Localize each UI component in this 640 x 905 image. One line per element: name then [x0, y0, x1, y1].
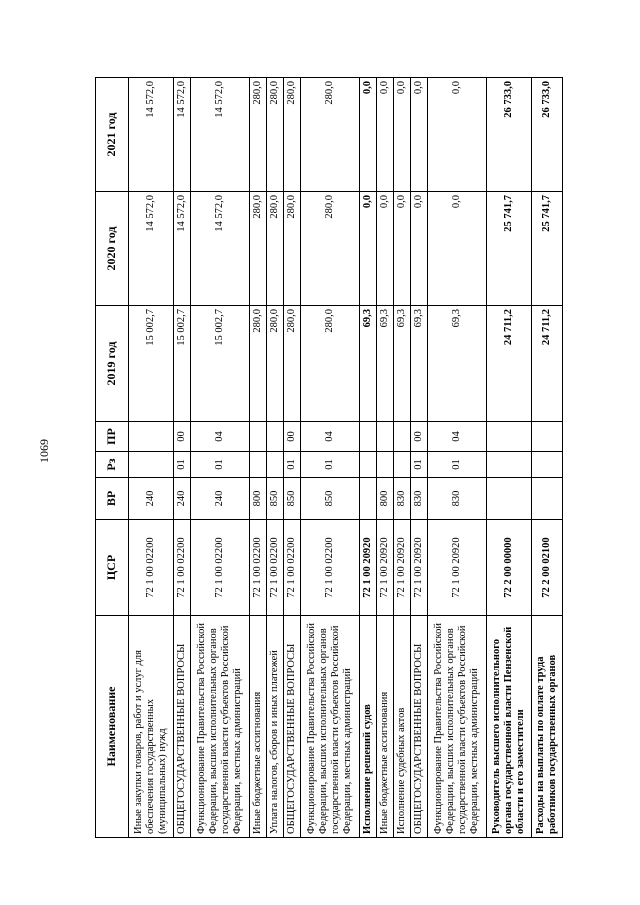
cell-2019: 280,0 — [284, 306, 301, 422]
cell-rz — [360, 452, 377, 478]
cell-2020: 0,0 — [377, 192, 394, 306]
cell-vr: 830 — [394, 478, 411, 520]
cell-2019: 15 002,7 — [191, 306, 250, 422]
cell-2020: 25 741,7 — [487, 192, 532, 306]
cell-rz — [250, 452, 267, 478]
table-row — [267, 78, 284, 838]
cell-csr: 72 1 00 02200 — [301, 520, 360, 616]
cell-csr: 72 1 00 20920 — [377, 520, 394, 616]
cell-2020: 25 741,7 — [532, 192, 563, 306]
table-row — [428, 78, 487, 838]
header-rz: Рз — [96, 452, 129, 478]
cell-2020: 280,0 — [284, 192, 301, 306]
cell-2019: 69,3 — [377, 306, 394, 422]
cell-vr — [360, 478, 377, 520]
header-2021: 2021 год — [96, 78, 129, 192]
cell-2020: 0,0 — [411, 192, 428, 306]
cell-vr: 800 — [377, 478, 394, 520]
cell-vr — [487, 478, 532, 520]
budget-table — [95, 77, 563, 838]
cell-2019: 280,0 — [250, 306, 267, 422]
header-2020: 2020 год — [96, 192, 129, 306]
cell-rz: 01 — [191, 452, 250, 478]
cell-csr: 72 1 00 02200 — [129, 520, 174, 616]
cell-pr — [360, 422, 377, 452]
table-header-row — [96, 78, 129, 838]
cell-vr: 240 — [129, 478, 174, 520]
cell-rz: 01 — [284, 452, 301, 478]
cell-pr — [487, 422, 532, 452]
cell-pr: 04 — [191, 422, 250, 452]
cell-2021: 26 733,0 — [532, 78, 563, 192]
table-row — [487, 78, 532, 838]
cell-2021: 0,0 — [428, 78, 487, 192]
cell-2019: 69,3 — [360, 306, 377, 422]
cell-2020: 14 572,0 — [129, 192, 174, 306]
cell-rz — [394, 452, 411, 478]
cell-vr: 830 — [428, 478, 487, 520]
cell-rz — [267, 452, 284, 478]
cell-rz — [129, 452, 174, 478]
table-row — [394, 78, 411, 838]
cell-name: Иные бюджетные ассигнования — [377, 616, 394, 838]
cell-name: ОБЩЕГОСУДАРСТВЕННЫЕ ВОПРОСЫ — [174, 616, 191, 838]
cell-csr: 72 1 00 02200 — [267, 520, 284, 616]
table-row — [377, 78, 394, 838]
cell-name: Функционирование Правительства Российской Федерации, высших исполнительных органов государственной власти субъектов Российской Федерации, местных администраций — [301, 616, 360, 838]
cell-2021: 14 572,0 — [174, 78, 191, 192]
cell-rz: 01 — [174, 452, 191, 478]
page-number: 1069 — [36, 439, 51, 463]
table-row — [250, 78, 267, 838]
cell-csr: 72 1 00 02200 — [191, 520, 250, 616]
cell-2021: 0,0 — [411, 78, 428, 192]
cell-2019: 24 711,2 — [532, 306, 563, 422]
cell-2020: 14 572,0 — [191, 192, 250, 306]
cell-2020: 280,0 — [250, 192, 267, 306]
table-row — [301, 78, 360, 838]
cell-2021: 0,0 — [377, 78, 394, 192]
cell-vr: 850 — [301, 478, 360, 520]
cell-2019: 69,3 — [411, 306, 428, 422]
cell-2021: 0,0 — [360, 78, 377, 192]
cell-2019: 15 002,7 — [174, 306, 191, 422]
cell-name: Иные закупки товаров, работ и услуг для обеспечения государственных (муниципальных) нужд — [129, 616, 174, 838]
cell-vr: 240 — [191, 478, 250, 520]
cell-name: Функционирование Правительства Российской Федерации, высших исполнительных органов государственной власти субъектов Российской Федерации, местных администраций — [191, 616, 250, 838]
header-pr: ПР — [96, 422, 129, 452]
cell-2019: 69,3 — [428, 306, 487, 422]
header-name: Наименование — [96, 616, 129, 838]
cell-pr — [532, 422, 563, 452]
cell-name: Исполнение решений судов — [360, 616, 377, 838]
cell-rz: 01 — [428, 452, 487, 478]
cell-2019: 69,3 — [394, 306, 411, 422]
cell-2021: 0,0 — [394, 78, 411, 192]
cell-csr: 72 2 00 02100 — [532, 520, 563, 616]
rotated-page-content — [95, 78, 558, 838]
cell-csr: 72 1 00 02200 — [250, 520, 267, 616]
cell-vr: 240 — [174, 478, 191, 520]
cell-2021: 280,0 — [267, 78, 284, 192]
cell-pr — [377, 422, 394, 452]
cell-2021: 14 572,0 — [129, 78, 174, 192]
cell-vr — [532, 478, 563, 520]
cell-pr: 00 — [284, 422, 301, 452]
cell-2020: 0,0 — [394, 192, 411, 306]
cell-2021: 14 572,0 — [191, 78, 250, 192]
cell-pr — [394, 422, 411, 452]
table-row — [284, 78, 301, 838]
cell-pr: 04 — [428, 422, 487, 452]
cell-csr: 72 2 00 00000 — [487, 520, 532, 616]
table-row — [191, 78, 250, 838]
cell-pr: 00 — [411, 422, 428, 452]
cell-rz — [377, 452, 394, 478]
cell-csr: 72 1 00 20920 — [428, 520, 487, 616]
cell-name: Руководитель высшего исполнительного органа государственной власти Пензенской области и его заместители — [487, 616, 532, 838]
header-csr: ЦСР — [96, 520, 129, 616]
table-row — [411, 78, 428, 838]
cell-name: Функционирование Правительства Российской Федерации, высших исполнительных органов государственной власти субъектов Российской Федерации, местных администраций — [428, 616, 487, 838]
cell-2021: 26 733,0 — [487, 78, 532, 192]
cell-pr — [250, 422, 267, 452]
cell-csr: 72 1 00 20920 — [411, 520, 428, 616]
cell-csr: 72 1 00 02200 — [174, 520, 191, 616]
cell-2021: 280,0 — [301, 78, 360, 192]
table-row — [129, 78, 174, 838]
cell-vr: 850 — [267, 478, 284, 520]
cell-2020: 0,0 — [428, 192, 487, 306]
cell-pr — [129, 422, 174, 452]
table-row — [174, 78, 191, 838]
cell-csr: 72 1 00 20920 — [394, 520, 411, 616]
cell-rz — [532, 452, 563, 478]
cell-vr: 800 — [250, 478, 267, 520]
table-row — [360, 78, 377, 838]
cell-csr: 72 1 00 02200 — [284, 520, 301, 616]
cell-2019: 24 711,2 — [487, 306, 532, 422]
cell-2021: 280,0 — [250, 78, 267, 192]
cell-name: ОБЩЕГОСУДАРСТВЕННЫЕ ВОПРОСЫ — [284, 616, 301, 838]
cell-pr: 00 — [174, 422, 191, 452]
cell-rz: 01 — [411, 452, 428, 478]
cell-vr: 850 — [284, 478, 301, 520]
cell-name: Уплата налогов, сборов и иных платежей — [267, 616, 284, 838]
cell-rz: 01 — [301, 452, 360, 478]
cell-2019: 280,0 — [301, 306, 360, 422]
cell-name: ОБЩЕГОСУДАРСТВЕННЫЕ ВОПРОСЫ — [411, 616, 428, 838]
cell-name: Исполнение судебных актов — [394, 616, 411, 838]
cell-2021: 280,0 — [284, 78, 301, 192]
cell-pr — [267, 422, 284, 452]
cell-2019: 280,0 — [267, 306, 284, 422]
cell-2020: 280,0 — [267, 192, 284, 306]
cell-2019: 15 002,7 — [129, 306, 174, 422]
header-2019: 2019 год — [96, 306, 129, 422]
header-vr: ВР — [96, 478, 129, 520]
cell-rz — [487, 452, 532, 478]
cell-name: Иные бюджетные ассигнования — [250, 616, 267, 838]
cell-name: Расходы на выплаты по оплате труда работников государственных органов — [532, 616, 563, 838]
cell-vr: 830 — [411, 478, 428, 520]
table-row — [532, 78, 563, 838]
cell-2020: 14 572,0 — [174, 192, 191, 306]
cell-pr: 04 — [301, 422, 360, 452]
cell-2020: 280,0 — [301, 192, 360, 306]
cell-2020: 0,0 — [360, 192, 377, 306]
cell-csr: 72 1 00 20920 — [360, 520, 377, 616]
